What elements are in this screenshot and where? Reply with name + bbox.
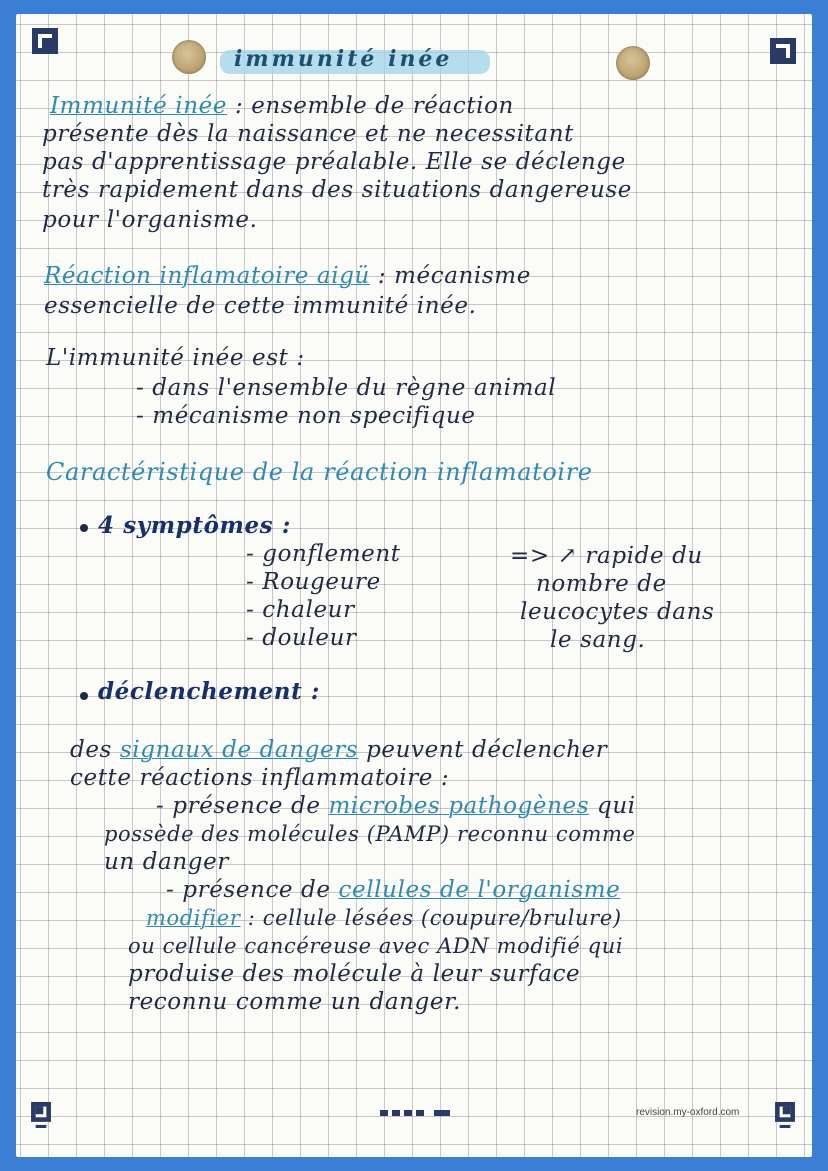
- corner-marker-icon: [32, 28, 58, 54]
- definition-line: pas d'apprentissage préalable. Elle se déclenge: [42, 149, 626, 175]
- arrow-note-line: => ↗ rapide du: [510, 543, 703, 569]
- trigger-line: un danger: [104, 849, 229, 875]
- immunity-line: - dans l'ensemble du règne animal: [136, 375, 557, 401]
- bullet-icon: [80, 692, 88, 700]
- symptom-item: - douleur: [246, 625, 357, 651]
- corner-marker-icon: [28, 1102, 54, 1128]
- note-sheet: [16, 14, 812, 1157]
- symptom-item: - chaleur: [246, 597, 355, 623]
- trigger-line: reconnu comme un danger.: [128, 989, 462, 1015]
- trigger-line: ou cellule cancéreuse avec ADN modifié qui: [128, 934, 624, 958]
- bullet-icon: [80, 524, 88, 532]
- trigger-line: des signaux de dangers peuvent déclencher: [70, 737, 608, 763]
- page-title: immunité inée: [234, 46, 453, 72]
- trigger-line: produise des molécule à leur surface: [128, 961, 581, 987]
- symptoms-label: 4 symptômes :: [98, 512, 291, 539]
- symptom-item: - gonflement: [246, 541, 401, 567]
- trigger-line: - présence de microbes pathogènes qui: [156, 793, 636, 819]
- arrow-note-line: leucocytes dans: [520, 599, 715, 625]
- definition-line: très rapidement dans des situations dangereuse: [42, 177, 632, 203]
- punch-hole: [616, 46, 650, 80]
- immunity-line: L'immunité inée est :: [46, 345, 305, 371]
- arrow-note-line: nombre de: [536, 571, 667, 597]
- trigger-line: possède des molécules (PAMP) reconnu comme: [104, 822, 636, 846]
- footer-url: revision.my-oxford.com: [636, 1107, 740, 1118]
- definition-line: Immunité inée : ensemble de réaction: [50, 93, 514, 119]
- definition-line: présente dès la naissance et ne necessitant: [42, 121, 574, 147]
- corner-marker-icon: [770, 38, 796, 64]
- arrow-note-line: le sang.: [550, 627, 646, 653]
- section-heading: Caractéristique de la réaction inflamatoire: [46, 458, 593, 486]
- footer-marks: [380, 1110, 450, 1116]
- trigger-line: modifier : cellule lésées (coupure/brulure): [146, 906, 622, 930]
- symptom-item: - Rougeure: [246, 569, 381, 595]
- reaction-line: essencielle de cette immunité inée.: [44, 293, 477, 319]
- trigger-line: cette réactions inflammatoire :: [70, 765, 450, 791]
- reaction-line: Réaction inflamatoire aigü : mécanisme: [44, 263, 531, 289]
- immunity-line: - mécanisme non specifique: [136, 403, 476, 429]
- corner-marker-icon: [772, 1102, 798, 1128]
- trigger-line: - présence de cellules de l'organisme: [166, 877, 621, 903]
- punch-hole: [172, 40, 206, 74]
- declenchement-label: déclenchement :: [98, 678, 320, 705]
- definition-line: pour l'organisme.: [42, 207, 258, 233]
